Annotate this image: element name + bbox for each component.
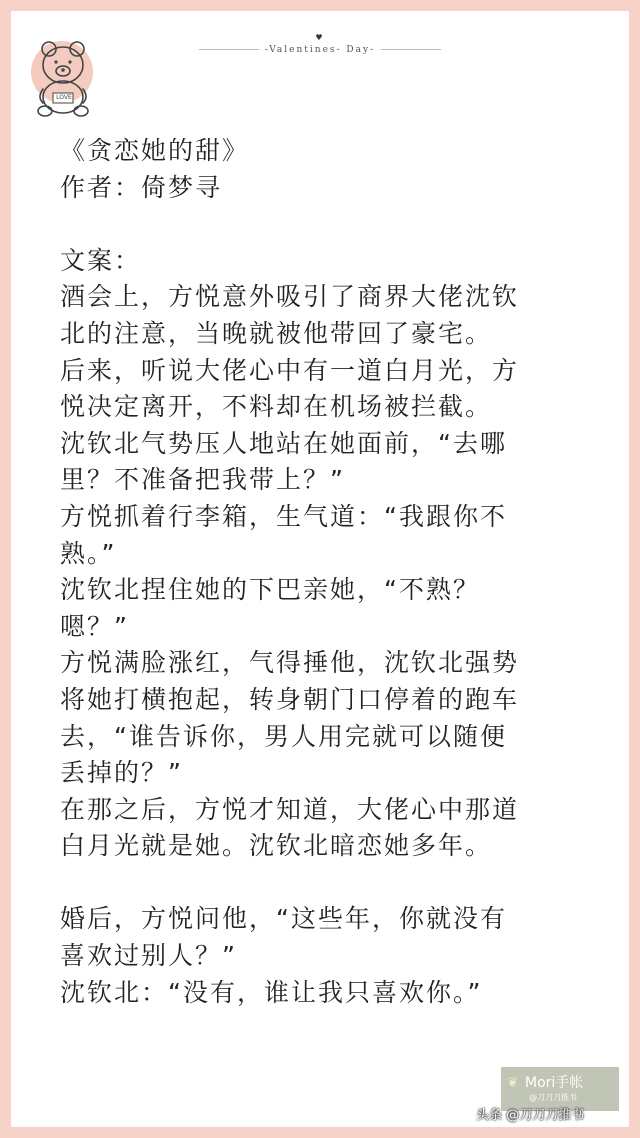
synopsis-line: 方悦满脸涨红，气得捶他，沈钦北强势 — [60, 648, 520, 678]
synopsis-line: 酒会上，方悦意外吸引了商界大佬沈钦 — [60, 282, 520, 312]
tagline-text: -Valentines- Day- — [264, 45, 376, 55]
synopsis-line: 去，“谁告诉你，男人用完就可以随便 — [60, 721, 507, 751]
synopsis-line: 将她打横抱起，转身朝门口停着的跑车 — [60, 684, 520, 714]
synopsis-heading: 文案： — [60, 245, 142, 275]
watermark-handle: @刀刀刀推书 — [529, 1093, 577, 1102]
book-title: 《贪恋她的甜》 — [60, 136, 250, 165]
synopsis-line: 沈钦北：“没有，谁让我只喜欢你。” — [60, 977, 483, 1007]
article-body — [60, 133, 600, 1011]
page-frame — [11, 11, 629, 1127]
divider-right — [381, 49, 441, 50]
synopsis-line: 北的注意，当晚就被他带回了豪宅。 — [60, 318, 493, 348]
synopsis-line: 后来，听说大佬心中有一道白月光，方 — [60, 355, 520, 385]
synopsis-line: 丢掉的？” — [60, 758, 183, 788]
synopsis-line: 嗯？” — [60, 611, 129, 641]
bear-label: LOVE — [56, 94, 72, 101]
watermark-brand: Mori手帐 — [525, 1075, 584, 1091]
synopsis-line: 方悦抓着行李箱，生气道：“我跟你不 — [60, 501, 507, 531]
header — [11, 11, 629, 121]
synopsis-line: 悦决定离开，不料却在机场被拦截。 — [60, 392, 493, 422]
source-watermark: 头条 @刀刀刀推书 — [476, 1108, 585, 1123]
synopsis-line: 沈钦北气势压人地站在她面前，“去哪 — [60, 428, 507, 458]
synopsis-line: 沈钦北捏住她的下巴亲她，“不熟？ — [60, 575, 480, 605]
divider-left — [199, 49, 259, 50]
book-author: 作者：倚梦寻 — [60, 172, 223, 202]
synopsis-line: 在那之后，方悦才知道，大佬心中那道 — [60, 794, 520, 824]
heart-icon: ♥ — [315, 33, 325, 42]
blank-line — [60, 865, 600, 902]
synopsis-line: 里？不准备把我带上？” — [60, 465, 345, 495]
synopsis-line: 熟。” — [60, 538, 117, 568]
synopsis-line: 白月光就是她。沈钦北暗恋她多年。 — [60, 831, 493, 861]
valentines-tagline — [11, 33, 629, 55]
synopsis-line: 喜欢过别人？” — [60, 941, 237, 971]
synopsis-line: 婚后，方悦问他，“这些年，你就没有 — [60, 904, 507, 934]
leaf-icon: ❦ — [507, 1075, 519, 1091]
blank-line — [60, 206, 600, 243]
